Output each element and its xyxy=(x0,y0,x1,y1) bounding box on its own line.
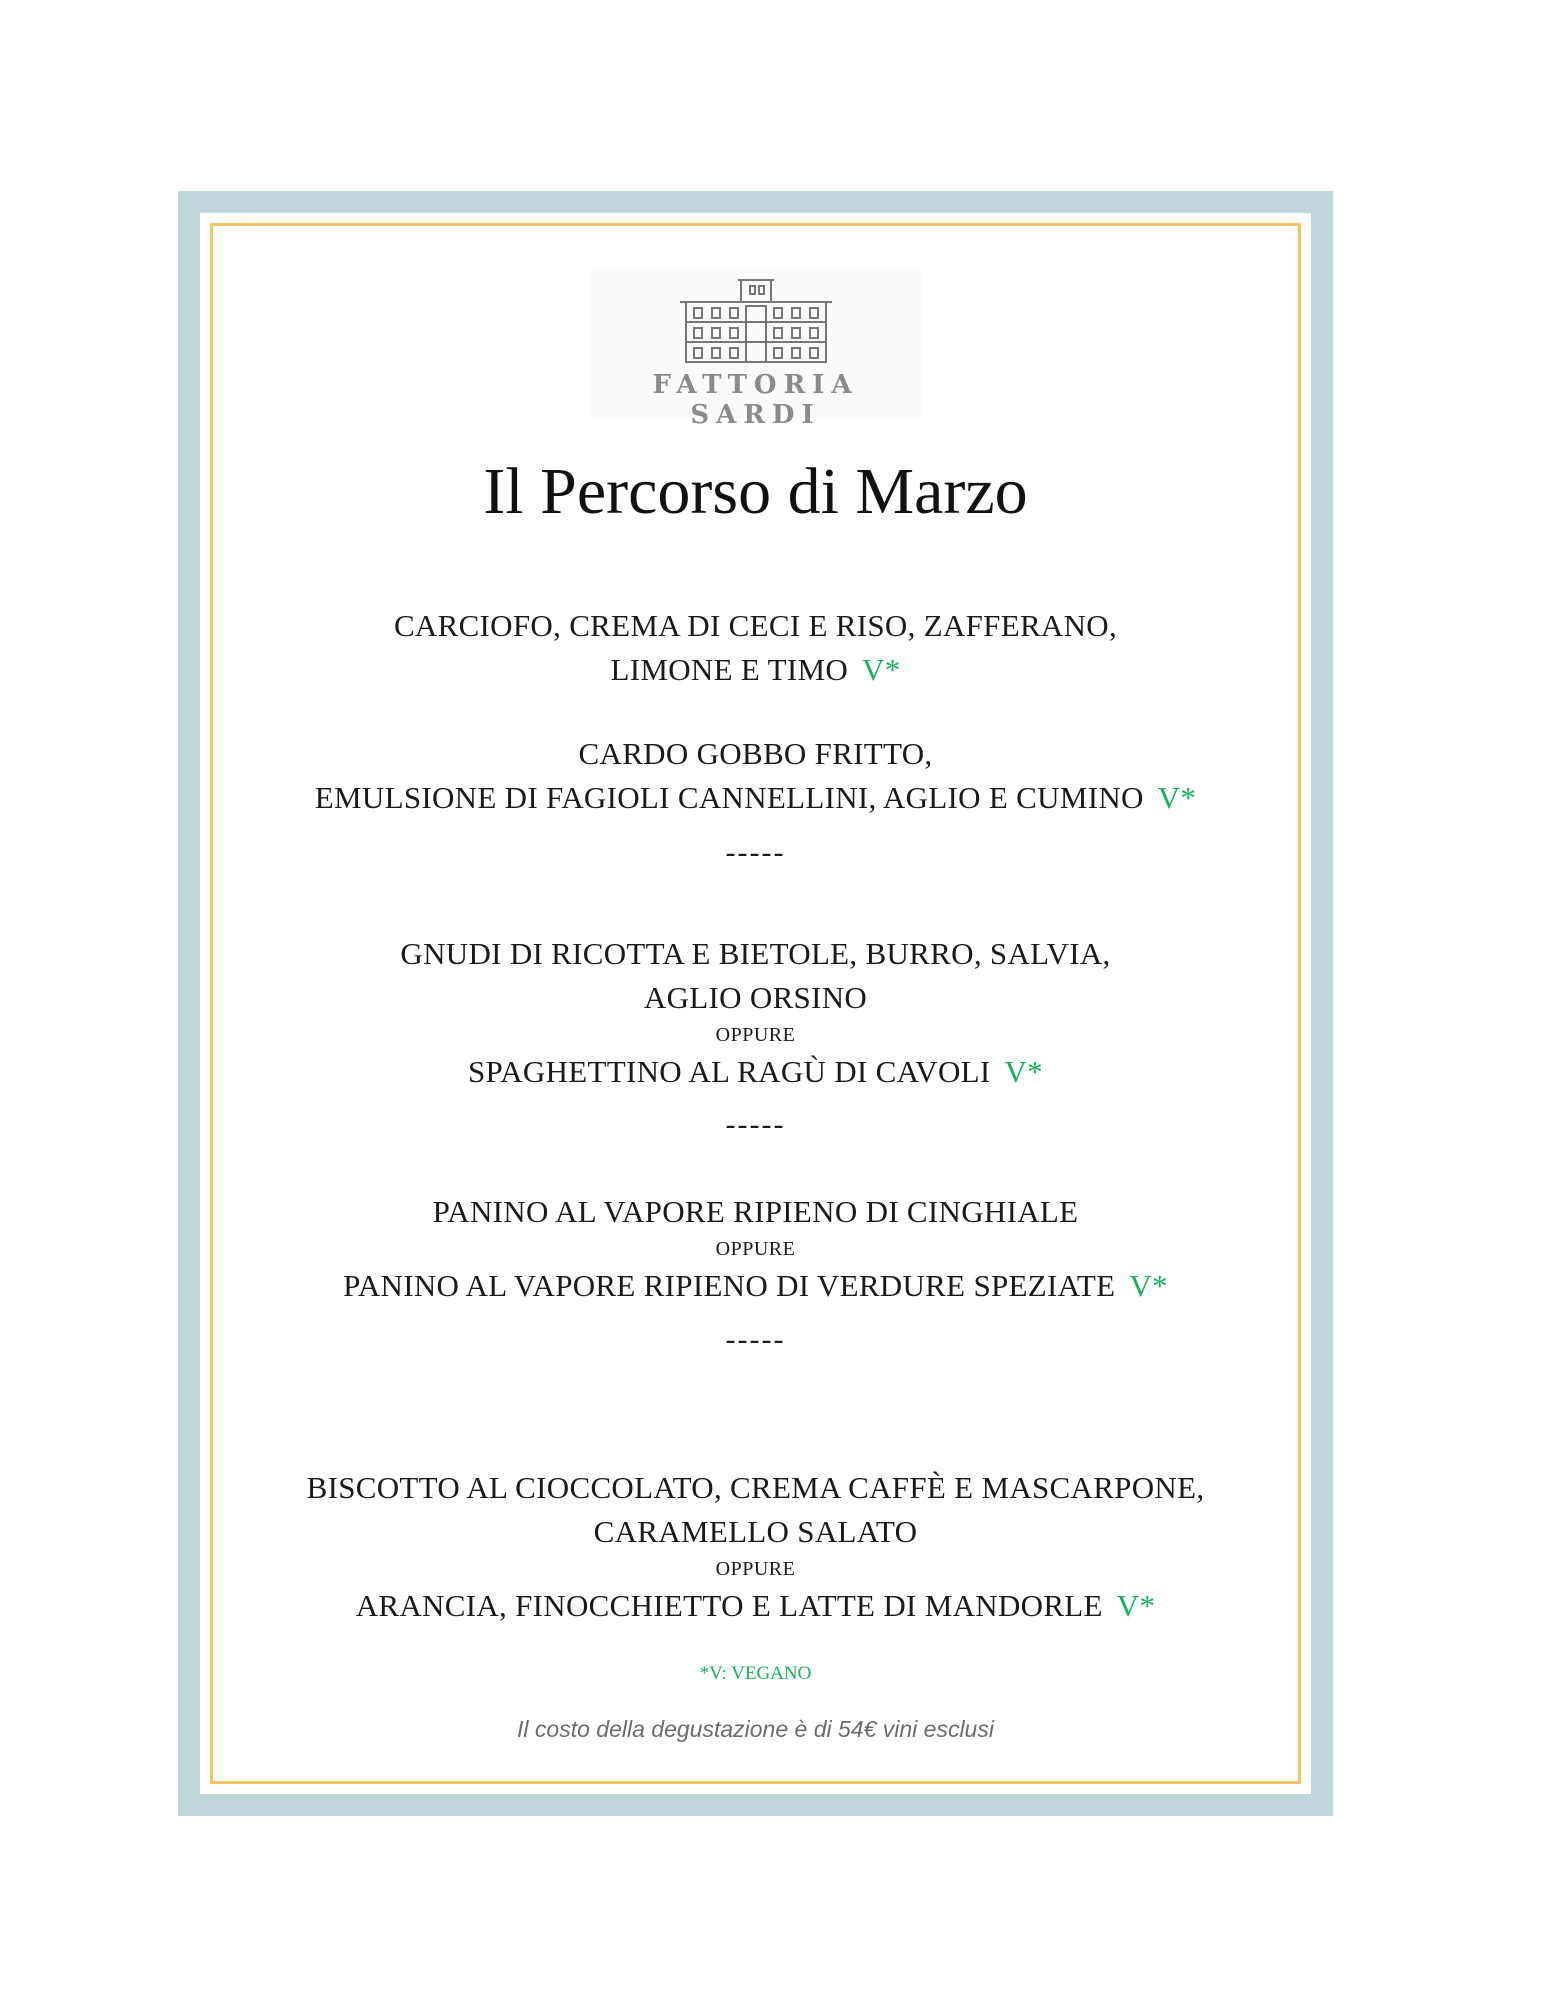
villa-icon xyxy=(676,276,836,364)
course-1 xyxy=(213,604,1298,692)
vegan-mark: V* xyxy=(1157,780,1197,815)
secondi-alt: PANINO AL VAPORE RIPIENO DI VERDURE SPEZIATE V* xyxy=(343,1268,1168,1303)
menu-card xyxy=(200,213,1311,1794)
secondi-main: PANINO AL VAPORE RIPIENO DI CINGHIALE xyxy=(432,1194,1079,1229)
course-2-line-1: CARDO GOBBO FRITTO, xyxy=(578,736,933,771)
oppure-label: OPPURE xyxy=(715,1024,796,1046)
vegan-mark: V* xyxy=(1116,1588,1156,1623)
primi-line-2: AGLIO ORSINO xyxy=(643,980,868,1015)
course-1-line-2: LIMONE E TIMO V* xyxy=(610,652,901,687)
dolci-alt: ARANCIA, FINOCCHIETTO E LATTE DI MANDORLE V* xyxy=(355,1588,1156,1623)
course-primi xyxy=(213,932,1298,1094)
menu-frame xyxy=(178,191,1333,1816)
dolci-line-2: CARAMELLO SALATO xyxy=(593,1514,918,1549)
separator-1: ----- xyxy=(725,836,786,869)
course-secondi xyxy=(213,1190,1298,1308)
course-2-line-2: EMULSIONE DI FAGIOLI CANNELLINI, AGLIO E CUMINO V* xyxy=(314,780,1197,815)
primi-alt: SPAGHETTINO AL RAGÙ DI CAVOLI V* xyxy=(467,1054,1043,1089)
vegan-mark: V* xyxy=(862,652,901,687)
logo xyxy=(591,268,921,430)
separator-3: ----- xyxy=(725,1323,786,1356)
logo-text: FATTORIA SARDI xyxy=(652,370,859,430)
course-dolci xyxy=(213,1466,1298,1628)
menu-title: Il Percorso di Marzo xyxy=(483,455,1028,528)
separator-2: ----- xyxy=(725,1108,786,1141)
vegan-mark: V* xyxy=(1129,1268,1168,1303)
oppure-label: OPPURE xyxy=(715,1558,796,1580)
course-1-line-1: CARCIOFO, CREMA DI CECI E RISO, ZAFFERANO, xyxy=(393,608,1118,643)
dolci-line-1: BISCOTTO AL CIOCCOLATO, CREMA CAFFÈ E MASCARPONE, xyxy=(306,1470,1205,1505)
course-2 xyxy=(213,732,1298,820)
vegan-legend: *V: VEGANO xyxy=(699,1663,812,1684)
oppure-label: OPPURE xyxy=(715,1238,796,1260)
tasting-cost: Il costo della degustazione è di 54€ vini esclusi xyxy=(517,1716,994,1742)
primi-line-1: GNUDI DI RICOTTA E BIETOLE, BURRO, SALVIA, xyxy=(400,936,1111,971)
vegan-mark: V* xyxy=(1004,1054,1043,1089)
gold-border xyxy=(210,223,1301,1784)
